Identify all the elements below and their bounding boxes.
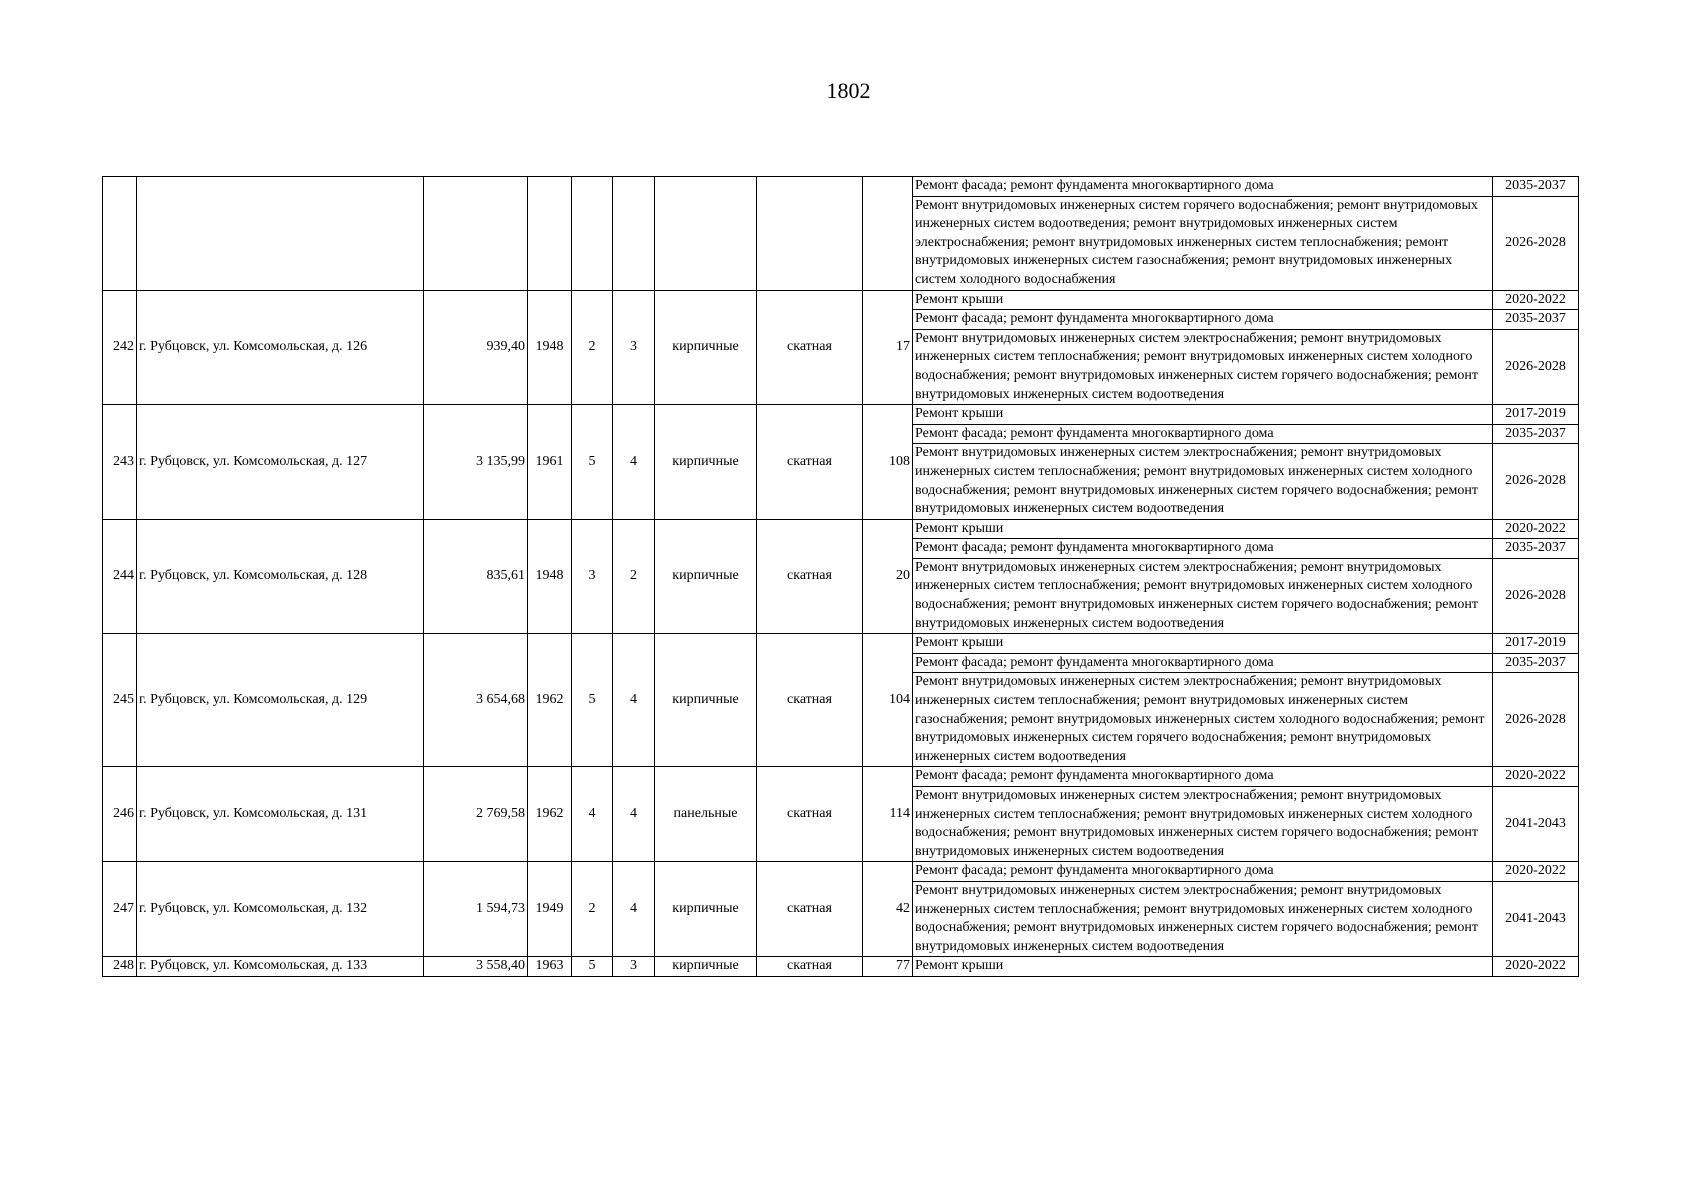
table-row — [103, 177, 1579, 197]
cell-residents: 42 — [863, 862, 913, 957]
cell-residents: 77 — [863, 957, 913, 977]
cell-roof: скатная — [757, 957, 863, 977]
cell-period: 2020-2022 — [1493, 862, 1579, 882]
cell-work: Ремонт крыши — [913, 957, 1493, 977]
cell-roof: скатная — [757, 290, 863, 405]
cell-residents: 114 — [863, 767, 913, 862]
cell-floors — [572, 177, 613, 291]
cell-work: Ремонт фасада; ремонт фундамента многоквартирного дома — [913, 310, 1493, 330]
cell-year: 1949 — [528, 862, 572, 957]
cell-address: г. Рубцовск, ул. Комсомольская, д. 127 — [137, 405, 424, 520]
cell-walls — [655, 177, 757, 291]
cell-residents: 20 — [863, 519, 913, 634]
cell-year: 1961 — [528, 405, 572, 520]
cell-period: 2035-2037 — [1493, 653, 1579, 673]
cell-period: 2041-2043 — [1493, 787, 1579, 862]
cell-area: 3 558,40 — [424, 957, 528, 977]
cell-floors: 2 — [572, 290, 613, 405]
cell-period: 2035-2037 — [1493, 539, 1579, 559]
cell-entrances: 4 — [613, 634, 655, 767]
cell-walls: панельные — [655, 767, 757, 862]
cell-work: Ремонт внутридомовых инженерных систем электроснабжения; ремонт внутридомовых инженерных систем теплоснабжения; ремонт внутридомовых инженерных систем холодного водоснабжения; ремонт внутридомовых инженерных систем горячего водоснабжения; ремонт внутридомовых инженерных систем водоотведения — [913, 558, 1493, 633]
cell-work: Ремонт крыши — [913, 634, 1493, 654]
cell-address: г. Рубцовск, ул. Комсомольская, д. 133 — [137, 957, 424, 977]
cell-area — [424, 177, 528, 291]
cell-address: г. Рубцовск, ул. Комсомольская, д. 126 — [137, 290, 424, 405]
cell-period: 2020-2022 — [1493, 957, 1579, 977]
cell-floors: 5 — [572, 957, 613, 977]
cell-floors: 2 — [572, 862, 613, 957]
cell-roof: скатная — [757, 405, 863, 520]
cell-period: 2026-2028 — [1493, 673, 1579, 767]
cell-work: Ремонт крыши — [913, 519, 1493, 539]
cell-area: 3 135,99 — [424, 405, 528, 520]
cell-entrances: 4 — [613, 767, 655, 862]
page-number: 1802 — [826, 78, 871, 103]
cell-walls: кирпичные — [655, 519, 757, 634]
cell-work: Ремонт крыши — [913, 405, 1493, 425]
cell-entrances: 2 — [613, 519, 655, 634]
cell-period: 2035-2037 — [1493, 177, 1579, 197]
cell-period: 2020-2022 — [1493, 290, 1579, 310]
table-row — [103, 957, 1579, 977]
cell-num — [103, 177, 137, 291]
cell-num: 248 — [103, 957, 137, 977]
cell-floors: 4 — [572, 767, 613, 862]
cell-address — [137, 177, 424, 291]
cell-residents: 17 — [863, 290, 913, 405]
cell-num: 243 — [103, 405, 137, 520]
cell-roof: скатная — [757, 862, 863, 957]
cell-period: 2026-2028 — [1493, 329, 1579, 404]
cell-work: Ремонт фасада; ремонт фундамента многоквартирного дома — [913, 653, 1493, 673]
table-row — [103, 519, 1579, 539]
cell-period: 2041-2043 — [1493, 881, 1579, 956]
cell-num: 246 — [103, 767, 137, 862]
table-row — [103, 634, 1579, 654]
cell-work: Ремонт внутридомовых инженерных систем электроснабжения; ремонт внутридомовых инженерных систем теплоснабжения; ремонт внутридомовых инженерных систем газоснабжения; ремонт внутридомовых инженерных систем холодного водоснабжения; ремонт внутридомовых инженерных систем горячего водоснабжения; ремонт внутридомовых инженерных систем водоотведения — [913, 673, 1493, 767]
cell-period: 2017-2019 — [1493, 634, 1579, 654]
cell-walls: кирпичные — [655, 290, 757, 405]
cell-num: 247 — [103, 862, 137, 957]
cell-work: Ремонт внутридомовых инженерных систем электроснабжения; ремонт внутридомовых инженерных систем теплоснабжения; ремонт внутридомовых инженерных систем холодного водоснабжения; ремонт внутридомовых инженерных систем горячего водоснабжения; ремонт внутридомовых инженерных систем водоотведения — [913, 787, 1493, 862]
cell-area: 1 594,73 — [424, 862, 528, 957]
table-row — [103, 290, 1579, 310]
cell-floors: 3 — [572, 519, 613, 634]
cell-area: 835,61 — [424, 519, 528, 634]
cell-period: 2020-2022 — [1493, 519, 1579, 539]
cell-period: 2017-2019 — [1493, 405, 1579, 425]
cell-num: 244 — [103, 519, 137, 634]
cell-work: Ремонт внутридомовых инженерных систем электроснабжения; ремонт внутридомовых инженерных систем теплоснабжения; ремонт внутридомовых инженерных систем холодного водоснабжения; ремонт внутридомовых инженерных систем горячего водоснабжения; ремонт внутридомовых инженерных систем водоотведения — [913, 329, 1493, 404]
cell-year: 1963 — [528, 957, 572, 977]
cell-year: 1962 — [528, 634, 572, 767]
cell-address: г. Рубцовск, ул. Комсомольская, д. 132 — [137, 862, 424, 957]
cell-entrances: 4 — [613, 862, 655, 957]
cell-year: 1962 — [528, 767, 572, 862]
table-row — [103, 862, 1579, 882]
cell-residents: 108 — [863, 405, 913, 520]
cell-entrances: 3 — [613, 290, 655, 405]
cell-entrances: 3 — [613, 957, 655, 977]
table-row — [103, 405, 1579, 425]
table-row — [103, 767, 1579, 787]
cell-area: 3 654,68 — [424, 634, 528, 767]
cell-floors: 5 — [572, 634, 613, 767]
cell-work: Ремонт внутридомовых инженерных систем электроснабжения; ремонт внутридомовых инженерных систем теплоснабжения; ремонт внутридомовых инженерных систем холодного водоснабжения; ремонт внутридомовых инженерных систем горячего водоснабжения; ремонт внутридомовых инженерных систем водоотведения — [913, 881, 1493, 956]
cell-period: 2035-2037 — [1493, 310, 1579, 330]
cell-entrances: 4 — [613, 405, 655, 520]
cell-area: 2 769,58 — [424, 767, 528, 862]
cell-period: 2026-2028 — [1493, 558, 1579, 633]
cell-work: Ремонт фасада; ремонт фундамента многоквартирного дома — [913, 767, 1493, 787]
cell-walls: кирпичные — [655, 405, 757, 520]
cell-work: Ремонт внутридомовых инженерных систем электроснабжения; ремонт внутридомовых инженерных систем теплоснабжения; ремонт внутридомовых инженерных систем холодного водоснабжения; ремонт внутридомовых инженерных систем горячего водоснабжения; ремонт внутридомовых инженерных систем водоотведения — [913, 444, 1493, 519]
cell-work: Ремонт фасада; ремонт фундамента многоквартирного дома — [913, 177, 1493, 197]
cell-roof: скатная — [757, 519, 863, 634]
cell-entrances — [613, 177, 655, 291]
cell-floors: 5 — [572, 405, 613, 520]
cell-period: 2026-2028 — [1493, 444, 1579, 519]
cell-year — [528, 177, 572, 291]
cell-work: Ремонт фасада; ремонт фундамента многоквартирного дома — [913, 424, 1493, 444]
cell-num: 242 — [103, 290, 137, 405]
cell-year: 1948 — [528, 290, 572, 405]
cell-period: 2035-2037 — [1493, 424, 1579, 444]
cell-roof: скатная — [757, 767, 863, 862]
cell-period: 2020-2022 — [1493, 767, 1579, 787]
cell-residents — [863, 177, 913, 291]
cell-work: Ремонт фасада; ремонт фундамента многоквартирного дома — [913, 862, 1493, 882]
cell-address: г. Рубцовск, ул. Комсомольская, д. 129 — [137, 634, 424, 767]
cell-area: 939,40 — [424, 290, 528, 405]
repair-schedule-table — [102, 176, 1579, 977]
cell-walls: кирпичные — [655, 957, 757, 977]
cell-period: 2026-2028 — [1493, 196, 1579, 290]
cell-walls: кирпичные — [655, 634, 757, 767]
cell-address: г. Рубцовск, ул. Комсомольская, д. 131 — [137, 767, 424, 862]
cell-address: г. Рубцовск, ул. Комсомольская, д. 128 — [137, 519, 424, 634]
cell-work: Ремонт внутридомовых инженерных систем горячего водоснабжения; ремонт внутридомовых инженерных систем водоотведения; ремонт внутридомовых инженерных систем электроснабжения; ремонт внутридомовых инженерных систем теплоснабжения; ремонт внутридомовых инженерных систем газоснабжения; ремонт внутридомовых инженерных систем холодного водоснабжения — [913, 196, 1493, 290]
cell-work: Ремонт крыши — [913, 290, 1493, 310]
cell-num: 245 — [103, 634, 137, 767]
cell-roof — [757, 177, 863, 291]
cell-work: Ремонт фасада; ремонт фундамента многоквартирного дома — [913, 539, 1493, 559]
cell-residents: 104 — [863, 634, 913, 767]
cell-roof: скатная — [757, 634, 863, 767]
cell-walls: кирпичные — [655, 862, 757, 957]
cell-year: 1948 — [528, 519, 572, 634]
